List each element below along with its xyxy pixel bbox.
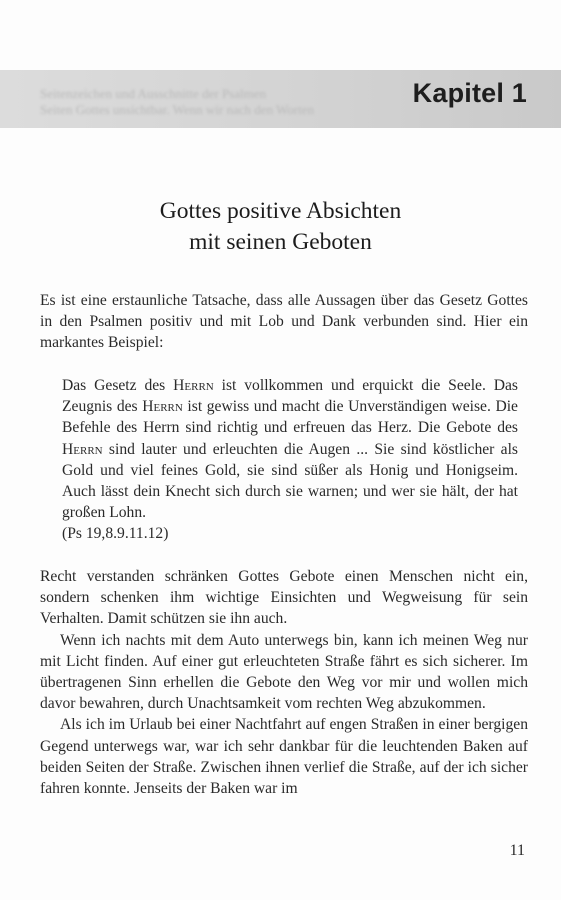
bleed-through-line: Seitenzeichen und Ausschnitte der Psalmen	[40, 86, 267, 101]
quote-segment: ist vollkommen und erquickt die Seele. Das Zeugnis des	[62, 377, 518, 416]
chapter-header-band	[0, 70, 561, 128]
chapter-title-line-2: mit seinen Geboten	[189, 229, 372, 255]
quote-segment: sind lauter und erleuchten die Augen ... Sie sind köstlicher als Gold und viel feines Gold, sie sind süßer als Honig und Honigseim. Auch lässt dein Knecht sich durch sie warnen; und wer sie hält, der hat großen Lohn.	[62, 440, 518, 522]
quote-segment: ist gewiss und macht die Unverständigen weise. Die Befehle des Herrn sind richtig und erfreuen das Herz. Die Gebote des	[62, 398, 518, 437]
scripture-quote	[62, 375, 518, 545]
bleed-through-text	[40, 86, 420, 118]
lord-smallcaps: Herrn	[62, 440, 103, 458]
body-paragraph: Als ich im Urlaub bei einer Nachtfahrt auf engen Straßen in einer bergigen Gegend unterwegs war, war ich sehr dankbar für die leuchtenden Baken auf beiden Seiten der Straße. Zwischen ihnen verlief die Straße, auf der ich sicher fahren konnte. Jenseits der Baken war im	[40, 716, 528, 798]
intro-paragraph	[40, 290, 528, 354]
lord-smallcaps: Herrn	[173, 377, 214, 394]
quote-segment: Das Gesetz des	[62, 377, 174, 394]
page-number: 11	[509, 842, 525, 859]
body-paragraph: Recht verstanden schränken Gottes Gebote einen Menschen nicht ein, sondern schenken ihm wichtige Einsichten und Wegweisung für sein Verhalten. Damit schützen sie ihn auch.	[40, 568, 528, 628]
lord-smallcaps: Herrn	[142, 398, 183, 416]
quote-reference: (Ps 19,8.9.11.12)	[62, 525, 169, 543]
chapter-title-line-1: Gottes positive Absichten	[159, 198, 402, 224]
main-text	[40, 566, 528, 799]
chapter-label: Kapitel 1	[412, 78, 527, 108]
bleed-through-line: Seiten Gottes unsichtbar. Wenn wir nach den Worten	[40, 102, 314, 117]
chapter-title	[0, 196, 561, 258]
quote-text	[62, 375, 518, 523]
body-paragraph: Wenn ich nachts mit dem Auto unterwegs bin, kann ich meinen Weg nur mit Licht finden. Auf einer gut erleuchteten Straße fährt es sich sicherer. Im übertragenen Sinn erhellen die Gebote den Weg vor mir und wollen mich davor bewahren, durch Unachtsamkeit vom rechten Weg abzukommen.	[40, 631, 528, 713]
intro-text: Es ist eine erstaunliche Tatsache, dass alle Aussagen über das Gesetz Gottes in den Psalmen positiv und mit Lob und Dank verbunden sind. Hier ein markantes Beispiel:	[40, 292, 528, 352]
